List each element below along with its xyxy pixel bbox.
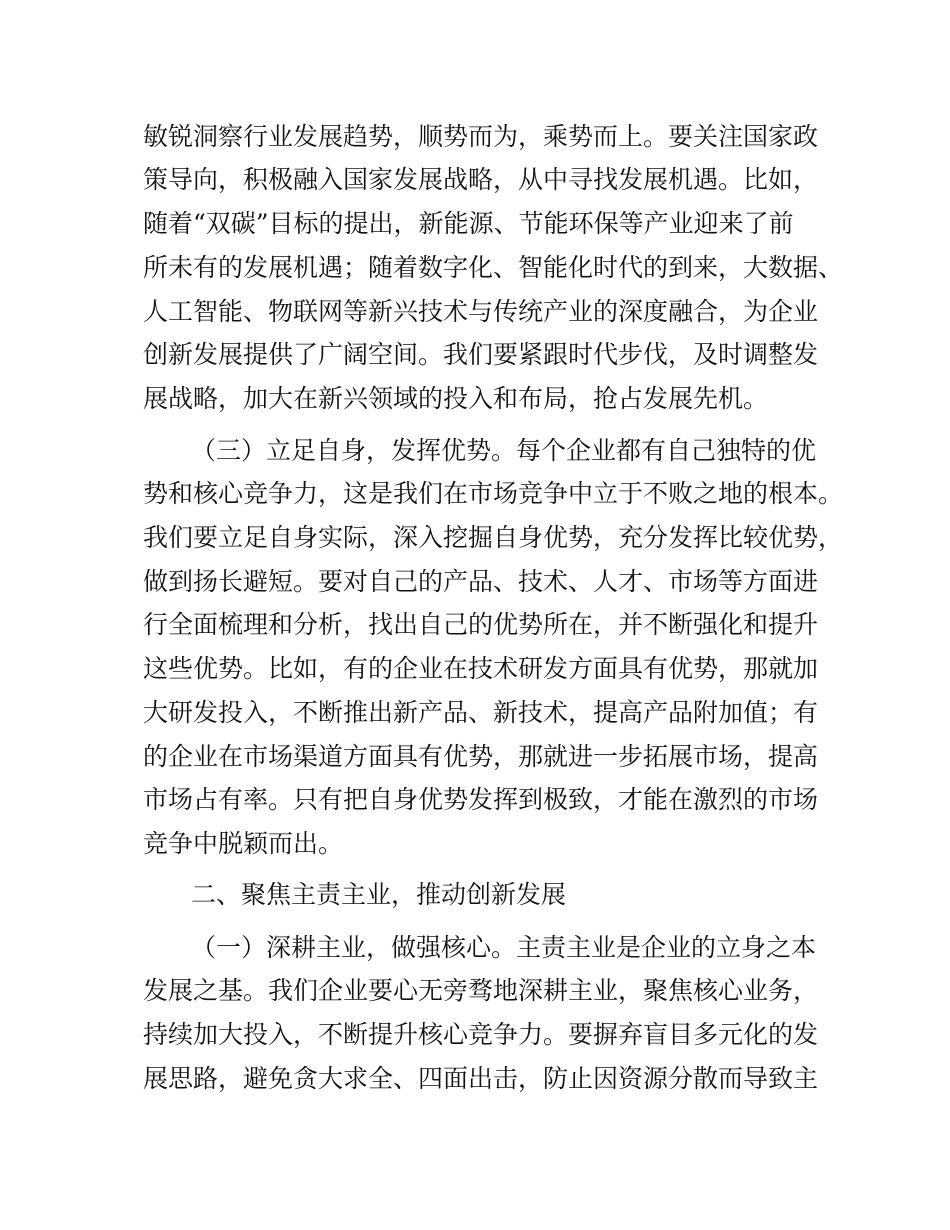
paragraph-first-line: （三）立足自身，发挥优势。每个企业都有自己独特的优 <box>191 436 817 465</box>
text-line: 创新发展提供了广阔空间。我们要紧跟时代步伐，及时调整发 <box>143 340 819 369</box>
text-line: 做到扬长避短。要对自己的产品、技术、人才、市场等方面进 <box>143 567 819 596</box>
text-line: 随着“双碳”目标的提出，新能源、节能环保等产业迎来了前 <box>143 209 794 238</box>
text-line: 展思路，避免贪大求全、四面出击，防止因资源分散而导致主 <box>143 1064 819 1093</box>
text-line: 人工智能、物联网等新兴技术与传统产业的深度融合，为企业 <box>143 297 819 326</box>
text-line: 势和核心竞争力，这是我们在市场竞争中立于不败之地的根本。 <box>143 479 844 508</box>
text-line: 的企业在市场渠道方面具有优势，那就进一步拓展市场，提高 <box>143 742 819 771</box>
text-line: 竞争中脱颖而出。 <box>143 829 344 858</box>
text-line: 这些优势。比如，有的企业在技术研发方面具有优势，那就加 <box>143 654 819 683</box>
text-line: 所未有的发展机遇；随着数字化、智能化时代的到来，大数据、 <box>143 253 844 282</box>
text-line: 我们要立足自身实际，深入挖掘自身优势，充分发挥比较优势， <box>143 523 844 552</box>
text-line: 发展之基。我们企业要心无旁骛地深耕主业，聚焦核心业务， <box>143 976 819 1005</box>
section-heading: 二、聚焦主责主业，推动创新发展 <box>191 880 567 909</box>
paragraph-first-line: （一）深耕主业，做强核心。主责主业是企业的立身之本 <box>191 933 817 962</box>
text-line: 敏锐洞察行业发展趋势，顺势而为，乘势而上。要关注国家政 <box>143 122 819 151</box>
text-line: 市场占有率。只有把自身优势发挥到极致，才能在激烈的市场 <box>143 785 819 814</box>
text-line: 展战略，加大在新兴领域的投入和布局，抢占发展先机。 <box>143 384 769 413</box>
text-line: 持续加大投入，不断提升核心竞争力。要摒弃盲目多元化的发 <box>143 1020 819 1049</box>
text-line: 策导向，积极融入国家发展战略，从中寻找发展机遇。比如， <box>143 165 819 194</box>
text-line: 行全面梳理和分析，找出自己的优势所在，并不断强化和提升 <box>143 610 819 639</box>
text-line: 大研发投入，不断推出新产品、新技术，提高产品附加值；有 <box>143 698 819 727</box>
